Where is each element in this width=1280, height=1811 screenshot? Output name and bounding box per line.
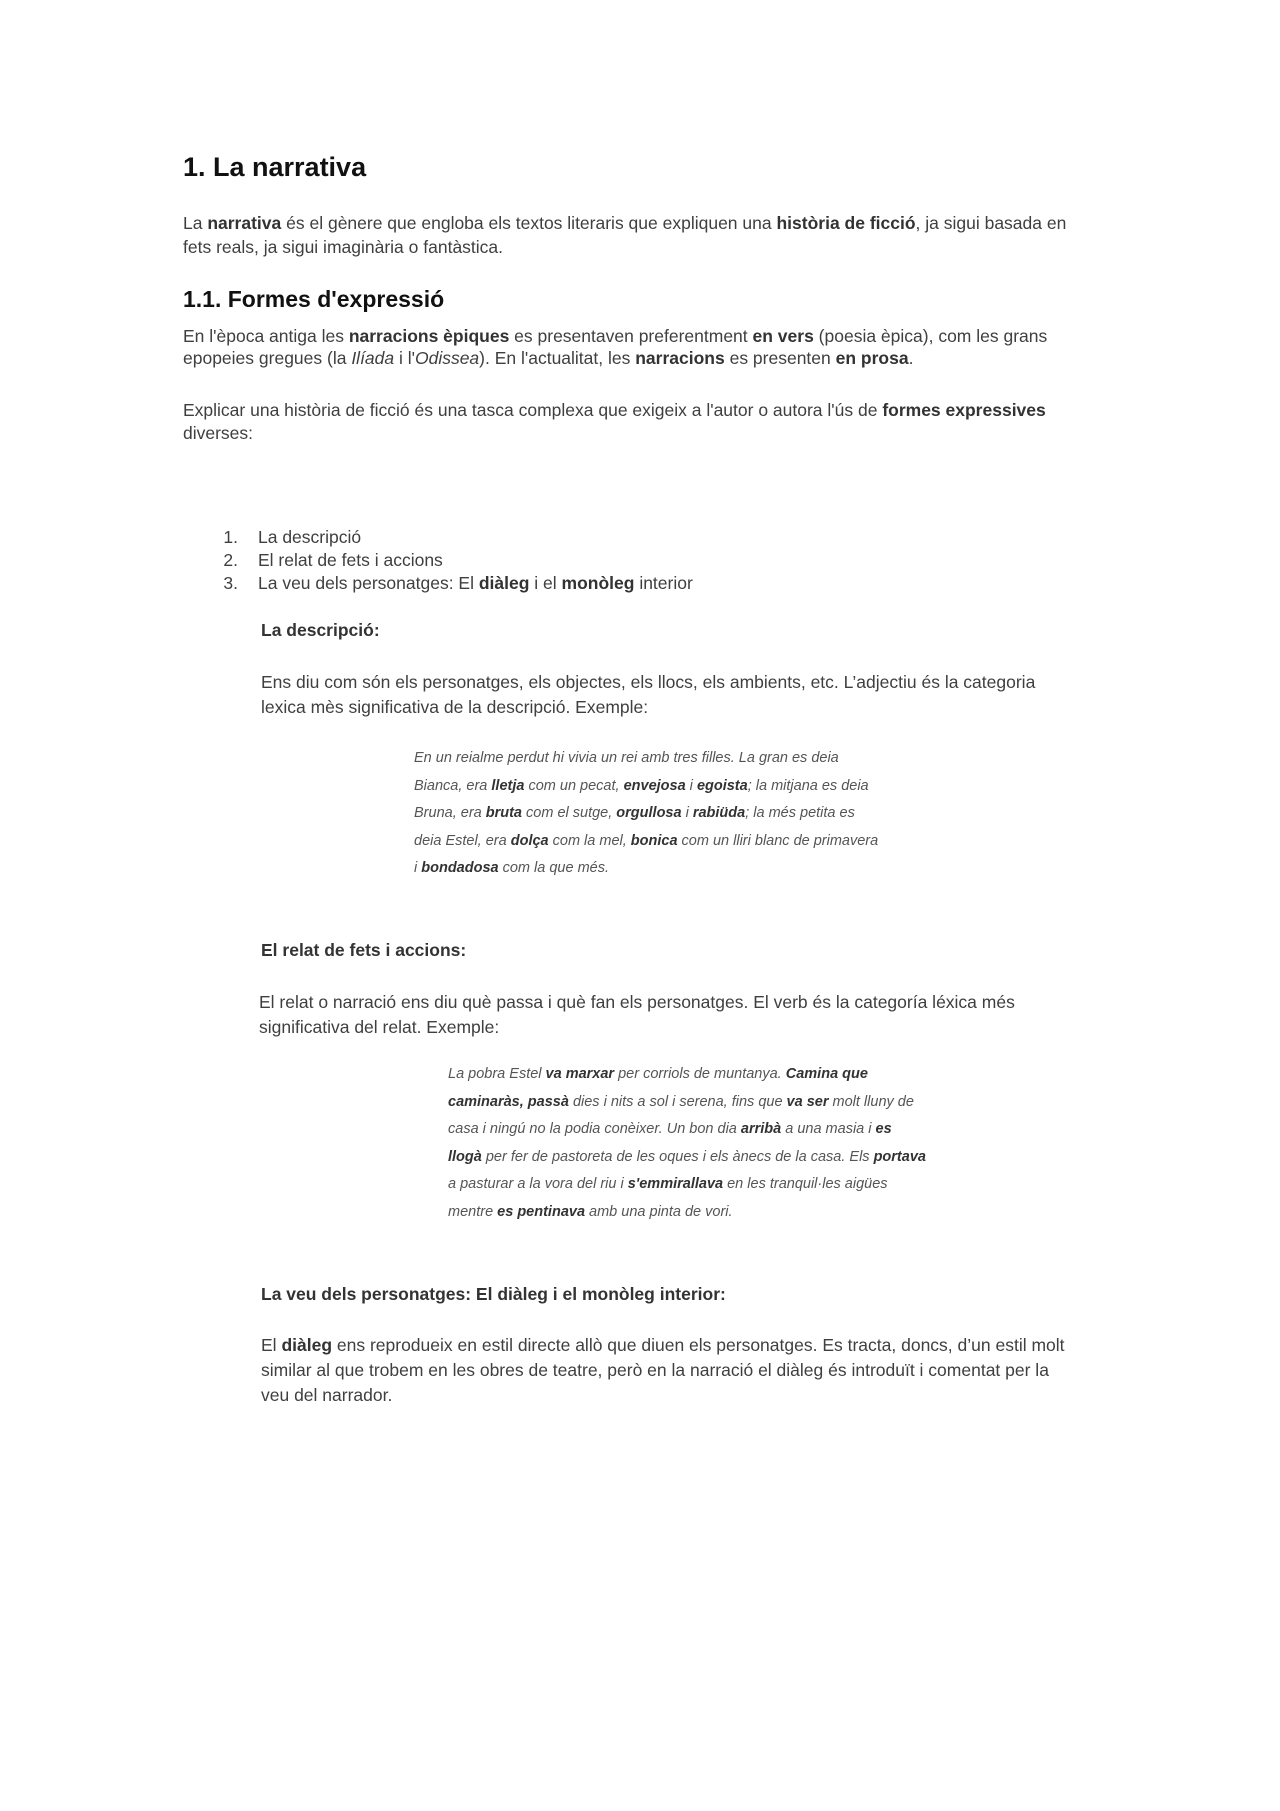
text-run: a pasturar a la vora del riu i (448, 1176, 628, 1192)
bold-text: rabiüda (692, 805, 746, 821)
bold-text: lletja (491, 777, 525, 794)
bold-text: diàleg (281, 1335, 333, 1355)
text-run: En un reialme perdut hi vivia un rei amb tres filles. La gran es deia Bianca, era (414, 750, 839, 794)
heading-narrativa: 1. La narrativa (183, 152, 367, 182)
bold-text: en prosa (835, 348, 909, 368)
italic-text: Ilíada (351, 348, 395, 368)
text-run: dies i nits a sol i serena, fins que (568, 1093, 787, 1110)
relat-text (259, 990, 1109, 1040)
text-run: El (261, 1335, 282, 1355)
text-run: per corriols de muntanya. (614, 1066, 786, 1082)
text-run: La pobra Estel (448, 1066, 546, 1082)
bold-text: va marxar (545, 1066, 615, 1082)
list-item (216, 572, 1016, 595)
bold-text: història de ficció (776, 213, 916, 233)
list-item-text (258, 572, 693, 595)
list-item (216, 526, 1016, 549)
subtitle-veu-personatges: La veu dels personatges: El diàleg i el monòleg interior: (261, 1284, 726, 1304)
text-run: El relat de fets i accions (258, 550, 443, 570)
text-run: La (183, 213, 208, 233)
intro-paragraph (183, 211, 1088, 259)
text-run: ens reprodueix en estil directe allò que diuen els personatges. Es tracta, doncs, d’un estil molt similar al que trobem en les obres de teatre, però en la narració el diàleg és introduït i comentat per la veu del narrador. (261, 1335, 1065, 1405)
paragraph-formes-expressives (183, 399, 1088, 445)
text-run: . (908, 348, 914, 368)
forms-list (216, 526, 1016, 595)
bold-text: es pentinava (497, 1203, 586, 1220)
text-run: i (681, 805, 693, 821)
bold-text: narracions (635, 348, 725, 368)
text-run: ). En l'actualitat, les (479, 348, 636, 368)
text-run: ; la mitjana es deia Bruna, era (414, 777, 869, 821)
text-run: interior (634, 573, 693, 593)
bold-text: bondadosa (421, 860, 499, 876)
text-run: i el (529, 573, 562, 593)
bold-text: bruta (485, 805, 522, 821)
paragraph-epica (183, 325, 1088, 369)
bold-text: va ser (786, 1093, 829, 1110)
text-run: El relat o narració ens diu què passa i què fan els personatges. El verb és la categoría léxica més significativa del relat. Exemple: (259, 992, 1015, 1037)
list-number: 3. (223, 573, 238, 593)
heading-formes-expressio: 1.1. Formes d'expressió (183, 286, 445, 312)
descripcio-example-quote (414, 745, 879, 883)
text-run: és el gènere que engloba els textos literaris que expliquen una (281, 213, 777, 233)
text-run: Ens diu com són els personatges, els objectes, els llocs, els ambients, etc. L’adjectiu és la categoria lexica mès significativa de la descripció. Exemple: (261, 672, 1036, 717)
text-run: ; la més petita es deia Estel, era (414, 805, 855, 849)
text-run: com un pecat, (524, 777, 624, 794)
bold-text: monòleg (561, 573, 635, 593)
text-run: En l'època antiga les (183, 326, 349, 346)
bold-text: dolça (510, 832, 549, 849)
italic-text: Odissea (414, 348, 480, 368)
text-run: com un lliri blanc de primavera i (414, 832, 879, 876)
text-run: La veu dels personatges: El (258, 573, 479, 593)
text-run: i l' (394, 348, 415, 368)
text-run: diverses: (183, 423, 254, 443)
text-run: es presenten (724, 348, 836, 368)
bold-text: bonica (630, 832, 678, 849)
subtitle-descripcio: La descripció: (261, 620, 380, 640)
bold-text: s'emmirallava (627, 1176, 724, 1192)
bold-text: narracions èpiques (348, 326, 510, 346)
text-run: amb una pinta de vori. (585, 1203, 733, 1220)
bold-text: narrativa (207, 213, 282, 233)
subtitle-relat: El relat de fets i accions: (261, 940, 467, 960)
bold-text: egoista (696, 777, 748, 794)
text-run: a una masia i (781, 1121, 876, 1137)
text-run: es presentaven preferentment (509, 326, 753, 346)
bold-text: formes expressives (882, 400, 1046, 420)
list-number: 2. (223, 550, 238, 570)
bold-text: orgullosa (616, 805, 682, 821)
bold-text: en vers (752, 326, 814, 346)
text-run: , ja sigui basada en fets reals, ja sigui imaginària o fantàstica. (183, 213, 1067, 257)
bold-text: es llogà (448, 1121, 892, 1165)
text-run: Explicar una història de ficció és una tasca complexa que exigeix a l'autor o autora l'ús de (183, 400, 883, 420)
text-run: com la que més. (498, 860, 610, 876)
list-number: 1. (223, 527, 238, 547)
veu-text (261, 1333, 1081, 1408)
bold-text: arribà (740, 1121, 782, 1137)
text-run: molt lluny de casa i ningú no la podia conèixer. Un bon dia (448, 1093, 914, 1137)
text-run: i (685, 777, 697, 794)
bold-text: envejosa (623, 777, 686, 794)
bold-text: diàleg (478, 573, 530, 593)
list-item-text (258, 526, 361, 549)
text-run: com el sutge, (522, 805, 617, 821)
relat-example-quote (448, 1061, 928, 1226)
text-run: en les tranquil·les aigües mentre (448, 1176, 888, 1220)
bold-text: Camina que caminaràs, passà (448, 1066, 868, 1110)
list-item (216, 549, 1016, 572)
text-run: com la mel, (548, 832, 631, 849)
bold-text: portava (873, 1148, 926, 1165)
descripcio-text (261, 670, 1061, 720)
text-run: La descripció (258, 527, 362, 547)
text-run: per fer de pastoreta de les oques i els ànecs de la casa. Els (481, 1148, 874, 1165)
text-run: (poesia èpica), com les grans epopeies gregues (la (183, 326, 1048, 368)
list-item-text (258, 549, 443, 572)
